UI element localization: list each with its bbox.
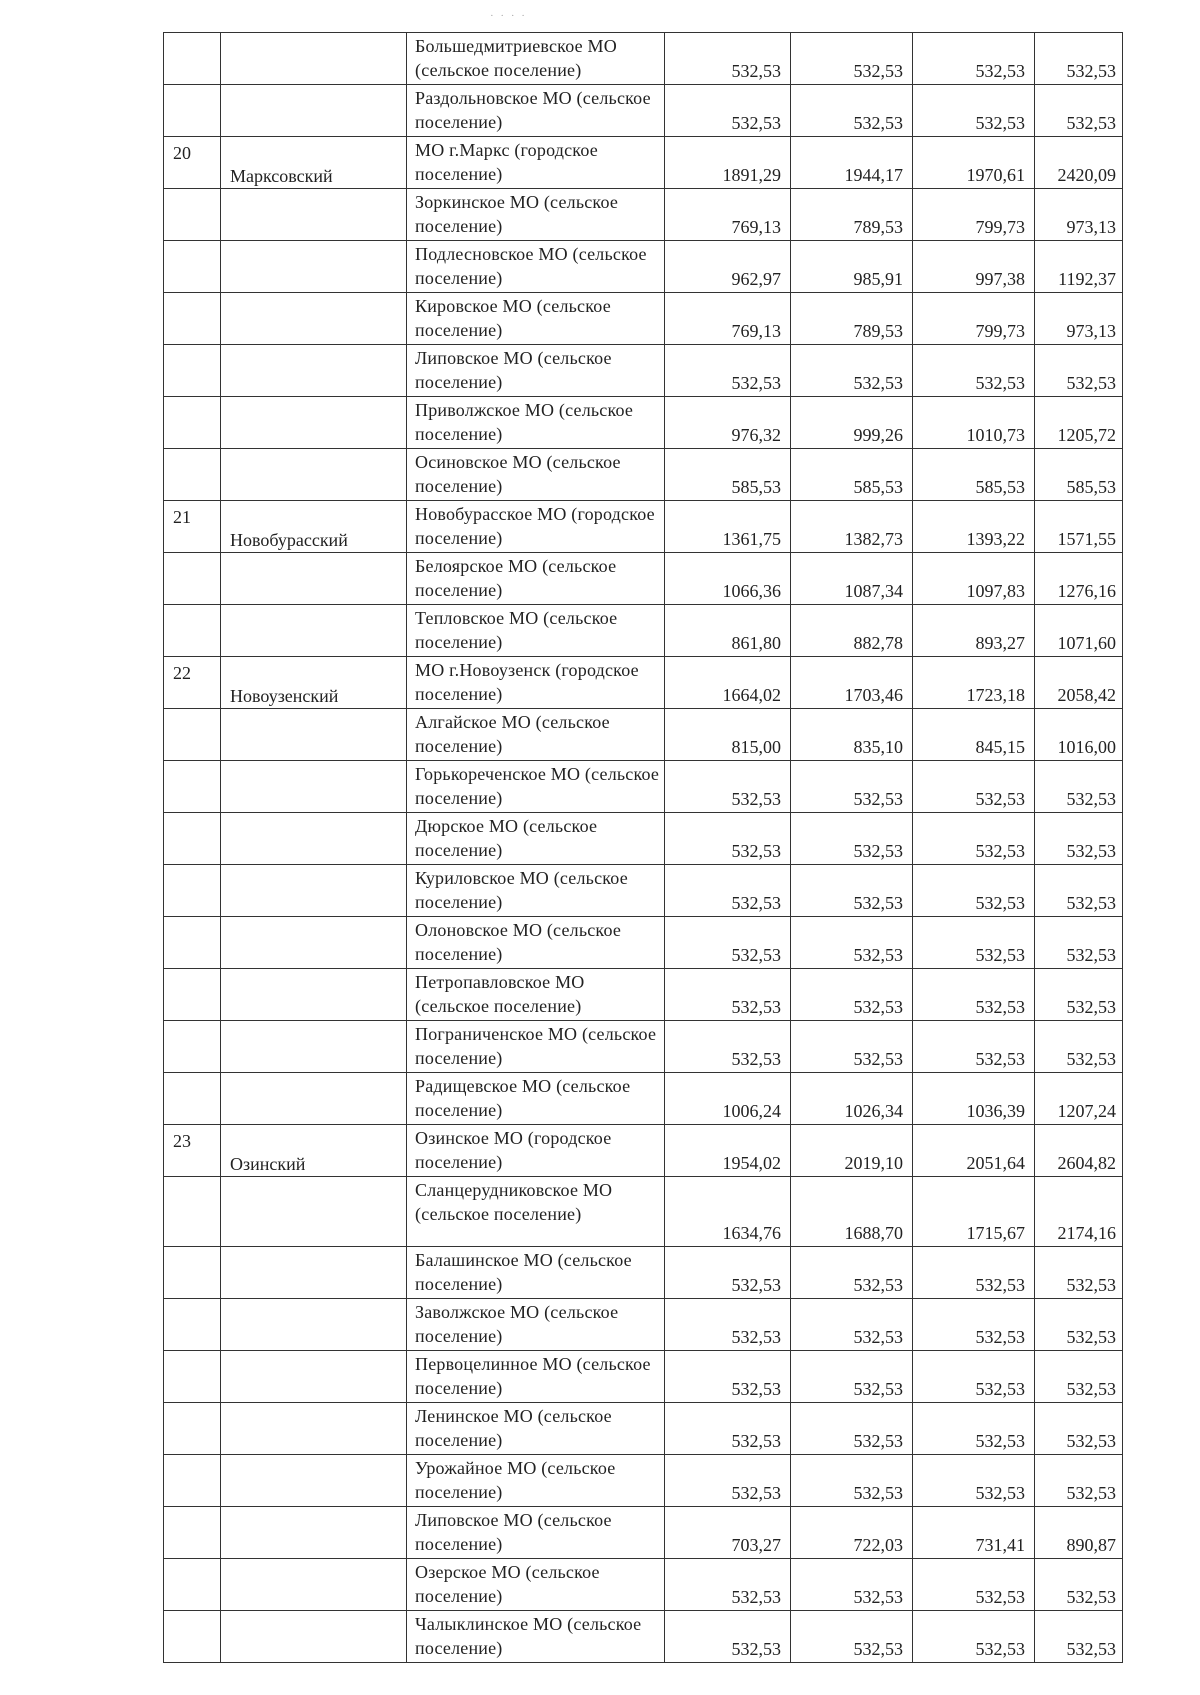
- district-name: [221, 709, 407, 761]
- value-1: 769,13: [665, 293, 791, 345]
- value-1: 532,53: [665, 917, 791, 969]
- value-4: 532,53: [1035, 865, 1123, 917]
- value-2: 722,03: [791, 1507, 913, 1559]
- value-1: 532,53: [665, 1299, 791, 1351]
- value-3: 532,53: [913, 1403, 1035, 1455]
- municipality-name: Раздольновское МО (сельское поселение): [407, 85, 665, 137]
- row-number: [164, 345, 221, 397]
- row-number: [164, 865, 221, 917]
- row-number: [164, 553, 221, 605]
- value-1: 532,53: [665, 1611, 791, 1663]
- district-name: [221, 1299, 407, 1351]
- value-2: 1703,46: [791, 657, 913, 709]
- table-row: [164, 1611, 1123, 1663]
- value-2: 532,53: [791, 345, 913, 397]
- district-name: [221, 189, 407, 241]
- value-2: 1944,17: [791, 137, 913, 189]
- value-4: 890,87: [1035, 1507, 1123, 1559]
- value-1: 703,27: [665, 1507, 791, 1559]
- value-1: 1891,29: [665, 137, 791, 189]
- table-row: [164, 1021, 1123, 1073]
- value-1: 1066,36: [665, 553, 791, 605]
- value-3: 532,53: [913, 813, 1035, 865]
- table-row: [164, 397, 1123, 449]
- value-3: 1723,18: [913, 657, 1035, 709]
- district-name: [221, 1021, 407, 1073]
- value-2: 585,53: [791, 449, 913, 501]
- district-name: [221, 1611, 407, 1663]
- value-4: 532,53: [1035, 969, 1123, 1021]
- value-4: 532,53: [1035, 813, 1123, 865]
- value-2: 532,53: [791, 1559, 913, 1611]
- table-row: [164, 1403, 1123, 1455]
- value-1: 532,53: [665, 1247, 791, 1299]
- value-1: 532,53: [665, 1559, 791, 1611]
- value-4: 532,53: [1035, 1559, 1123, 1611]
- value-4: 532,53: [1035, 1247, 1123, 1299]
- value-2: 789,53: [791, 293, 913, 345]
- municipality-name: Дюрское МО (сельское поселение): [407, 813, 665, 865]
- value-2: 1382,73: [791, 501, 913, 553]
- value-4: 2058,42: [1035, 657, 1123, 709]
- value-1: 1361,75: [665, 501, 791, 553]
- municipality-name: Зоркинское МО (сельское поселение): [407, 189, 665, 241]
- value-1: 532,53: [665, 1351, 791, 1403]
- table-row: [164, 969, 1123, 1021]
- municipality-name: Пограниченское МО (сельское поселение): [407, 1021, 665, 1073]
- row-number: [164, 241, 221, 293]
- value-4: 1192,37: [1035, 241, 1123, 293]
- value-4: 532,53: [1035, 345, 1123, 397]
- district-name: [221, 1507, 407, 1559]
- municipality-name: Заволжское МО (сельское поселение): [407, 1299, 665, 1351]
- district-name: [221, 293, 407, 345]
- municipality-name: Алгайское МО (сельское поселение): [407, 709, 665, 761]
- value-3: 532,53: [913, 1351, 1035, 1403]
- value-4: 1207,24: [1035, 1073, 1123, 1125]
- table-row: [164, 865, 1123, 917]
- value-1: 532,53: [665, 345, 791, 397]
- value-3: 532,53: [913, 33, 1035, 85]
- value-2: 1087,34: [791, 553, 913, 605]
- value-4: 1276,16: [1035, 553, 1123, 605]
- district-name: [221, 917, 407, 969]
- table-row: [164, 1125, 1123, 1177]
- row-number: [164, 293, 221, 345]
- row-number: [164, 1403, 221, 1455]
- table-row: [164, 553, 1123, 605]
- table-row: [164, 761, 1123, 813]
- table-row: [164, 1507, 1123, 1559]
- value-4: 532,53: [1035, 1299, 1123, 1351]
- value-2: 532,53: [791, 1455, 913, 1507]
- municipality-name: Петропавловское МО (сельское поселение): [407, 969, 665, 1021]
- table-row: [164, 1073, 1123, 1125]
- row-number: 22: [164, 657, 221, 709]
- value-2: 882,78: [791, 605, 913, 657]
- value-1: 769,13: [665, 189, 791, 241]
- value-3: 799,73: [913, 293, 1035, 345]
- value-3: 1393,22: [913, 501, 1035, 553]
- value-1: 962,97: [665, 241, 791, 293]
- row-number: 23: [164, 1125, 221, 1177]
- row-number: [164, 85, 221, 137]
- value-2: 1026,34: [791, 1073, 913, 1125]
- row-number: [164, 1299, 221, 1351]
- data-table: [163, 32, 1123, 1663]
- value-4: 532,53: [1035, 917, 1123, 969]
- district-name: [221, 1177, 407, 1247]
- value-2: 532,53: [791, 1403, 913, 1455]
- value-1: 976,32: [665, 397, 791, 449]
- value-1: 532,53: [665, 1455, 791, 1507]
- table-row: [164, 1455, 1123, 1507]
- value-2: 532,53: [791, 33, 913, 85]
- value-3: 1715,67: [913, 1177, 1035, 1247]
- table-row: [164, 293, 1123, 345]
- row-number: [164, 917, 221, 969]
- municipality-name: Тепловское МО (сельское поселение): [407, 605, 665, 657]
- table-row: [164, 449, 1123, 501]
- value-3: 799,73: [913, 189, 1035, 241]
- value-1: 532,53: [665, 85, 791, 137]
- header-mark: · · · ·: [490, 10, 527, 22]
- district-name: [221, 1559, 407, 1611]
- value-3: 532,53: [913, 85, 1035, 137]
- value-2: 532,53: [791, 1299, 913, 1351]
- municipality-name: Балашинское МО (сельское поселение): [407, 1247, 665, 1299]
- value-3: 532,53: [913, 761, 1035, 813]
- table-row: [164, 813, 1123, 865]
- value-2: 532,53: [791, 969, 913, 1021]
- value-2: 532,53: [791, 761, 913, 813]
- value-2: 532,53: [791, 85, 913, 137]
- value-1: 1664,02: [665, 657, 791, 709]
- district-name: [221, 865, 407, 917]
- value-1: 1634,76: [665, 1177, 791, 1247]
- table-row: [164, 501, 1123, 553]
- row-number: [164, 1455, 221, 1507]
- value-4: 532,53: [1035, 33, 1123, 85]
- value-3: 532,53: [913, 969, 1035, 1021]
- table-row: [164, 657, 1123, 709]
- municipality-name: Липовское МО (сельское поселение): [407, 345, 665, 397]
- value-4: 1205,72: [1035, 397, 1123, 449]
- value-3: 1010,73: [913, 397, 1035, 449]
- table-row: [164, 85, 1123, 137]
- value-4: 585,53: [1035, 449, 1123, 501]
- value-1: 1006,24: [665, 1073, 791, 1125]
- value-1: 532,53: [665, 1403, 791, 1455]
- district-name: [221, 1403, 407, 1455]
- value-3: 2051,64: [913, 1125, 1035, 1177]
- table-row: [164, 917, 1123, 969]
- municipality-name: Куриловское МО (сельское поселение): [407, 865, 665, 917]
- value-2: 532,53: [791, 917, 913, 969]
- district-name: [221, 969, 407, 1021]
- value-2: 2019,10: [791, 1125, 913, 1177]
- municipality-name: Чалыклинское МО (сельское поселение): [407, 1611, 665, 1663]
- value-4: 973,13: [1035, 189, 1123, 241]
- district-name: [221, 1247, 407, 1299]
- row-number: [164, 761, 221, 813]
- value-4: 532,53: [1035, 1455, 1123, 1507]
- table-body: [164, 33, 1123, 1663]
- value-4: 2174,16: [1035, 1177, 1123, 1247]
- value-2: 835,10: [791, 709, 913, 761]
- value-3: 997,38: [913, 241, 1035, 293]
- row-number: [164, 449, 221, 501]
- municipality-name: Кировское МО (сельское поселение): [407, 293, 665, 345]
- value-4: 2604,82: [1035, 1125, 1123, 1177]
- value-3: 585,53: [913, 449, 1035, 501]
- table-row: [164, 1177, 1123, 1247]
- value-2: 532,53: [791, 1611, 913, 1663]
- municipality-name: Белоярское МО (сельское поселение): [407, 553, 665, 605]
- value-2: 789,53: [791, 189, 913, 241]
- value-2: 532,53: [791, 1247, 913, 1299]
- row-number: [164, 1073, 221, 1125]
- municipality-name: Приволжское МО (сельское поселение): [407, 397, 665, 449]
- district-name: [221, 605, 407, 657]
- value-2: 532,53: [791, 813, 913, 865]
- value-2: 1688,70: [791, 1177, 913, 1247]
- district-name: [221, 1455, 407, 1507]
- row-number: [164, 969, 221, 1021]
- row-number: [164, 709, 221, 761]
- value-4: 1071,60: [1035, 605, 1123, 657]
- table-row: [164, 33, 1123, 85]
- value-3: 532,53: [913, 345, 1035, 397]
- row-number: [164, 189, 221, 241]
- value-3: 893,27: [913, 605, 1035, 657]
- row-number: [164, 1351, 221, 1403]
- municipality-name: МО г.Новоузенск (городское поселение): [407, 657, 665, 709]
- district-name: [221, 813, 407, 865]
- value-3: 1036,39: [913, 1073, 1035, 1125]
- value-1: 585,53: [665, 449, 791, 501]
- value-4: 973,13: [1035, 293, 1123, 345]
- municipality-name: Первоцелинное МО (сельское поселение): [407, 1351, 665, 1403]
- value-2: 532,53: [791, 1021, 913, 1073]
- municipality-name: Подлесновское МО (сельское поселение): [407, 241, 665, 293]
- value-4: 1571,55: [1035, 501, 1123, 553]
- value-1: 532,53: [665, 761, 791, 813]
- value-1: 1954,02: [665, 1125, 791, 1177]
- row-number: [164, 1611, 221, 1663]
- row-number: [164, 1559, 221, 1611]
- value-4: 1016,00: [1035, 709, 1123, 761]
- table-row: [164, 137, 1123, 189]
- value-3: 731,41: [913, 1507, 1035, 1559]
- table-row: [164, 1559, 1123, 1611]
- district-name: [221, 33, 407, 85]
- value-3: 532,53: [913, 1299, 1035, 1351]
- municipality-name: Новобурасское МО (городское поселение): [407, 501, 665, 553]
- value-2: 532,53: [791, 865, 913, 917]
- district-name: [221, 761, 407, 813]
- value-4: 532,53: [1035, 1021, 1123, 1073]
- row-number: [164, 813, 221, 865]
- value-1: 815,00: [665, 709, 791, 761]
- value-3: 532,53: [913, 865, 1035, 917]
- municipality-name: Урожайное МО (сельское поселение): [407, 1455, 665, 1507]
- municipality-name: Осиновское МО (сельское поселение): [407, 449, 665, 501]
- row-number: 21: [164, 501, 221, 553]
- municipality-name: Озерское МО (сельское поселение): [407, 1559, 665, 1611]
- municipality-name: Липовское МО (сельское поселение): [407, 1507, 665, 1559]
- value-1: 532,53: [665, 1021, 791, 1073]
- district-name: [221, 449, 407, 501]
- municipality-name: МО г.Маркс (городское поселение): [407, 137, 665, 189]
- district-name: [221, 553, 407, 605]
- district-name: Новобурасский: [221, 501, 407, 553]
- row-number: [164, 605, 221, 657]
- municipality-name: Радищевское МО (сельское поселение): [407, 1073, 665, 1125]
- row-number: [164, 1507, 221, 1559]
- row-number: 20: [164, 137, 221, 189]
- value-3: 1970,61: [913, 137, 1035, 189]
- row-number: [164, 1247, 221, 1299]
- value-1: 532,53: [665, 969, 791, 1021]
- table-row: [164, 1247, 1123, 1299]
- value-4: 532,53: [1035, 761, 1123, 813]
- table-row: [164, 1299, 1123, 1351]
- value-4: 532,53: [1035, 1403, 1123, 1455]
- value-4: 532,53: [1035, 1351, 1123, 1403]
- value-3: 1097,83: [913, 553, 1035, 605]
- row-number: [164, 1021, 221, 1073]
- value-1: 532,53: [665, 813, 791, 865]
- municipality-name: Озинское МО (городское поселение): [407, 1125, 665, 1177]
- district-name: [221, 241, 407, 293]
- value-3: 532,53: [913, 1611, 1035, 1663]
- table-row: [164, 1351, 1123, 1403]
- table-row: [164, 189, 1123, 241]
- value-3: 532,53: [913, 1455, 1035, 1507]
- table-row: [164, 241, 1123, 293]
- value-4: 532,53: [1035, 85, 1123, 137]
- row-number: [164, 1177, 221, 1247]
- value-3: 845,15: [913, 709, 1035, 761]
- municipality-name: Большедмитриевское МО (сельское поселение): [407, 33, 665, 85]
- table-row: [164, 605, 1123, 657]
- value-3: 532,53: [913, 1247, 1035, 1299]
- value-2: 532,53: [791, 1351, 913, 1403]
- table-row: [164, 345, 1123, 397]
- value-1: 861,80: [665, 605, 791, 657]
- value-3: 532,53: [913, 1559, 1035, 1611]
- municipality-name: Сланцерудниковское МО (сельское поселение): [407, 1177, 665, 1247]
- value-2: 985,91: [791, 241, 913, 293]
- table-row: [164, 709, 1123, 761]
- district-name: [221, 397, 407, 449]
- district-name: Марксовский: [221, 137, 407, 189]
- row-number: [164, 33, 221, 85]
- district-name: Новоузенский: [221, 657, 407, 709]
- value-4: 2420,09: [1035, 137, 1123, 189]
- value-3: 532,53: [913, 1021, 1035, 1073]
- district-name: [221, 345, 407, 397]
- municipality-name: Горькореченское МО (сельское поселение): [407, 761, 665, 813]
- district-name: [221, 1351, 407, 1403]
- row-number: [164, 397, 221, 449]
- value-1: 532,53: [665, 33, 791, 85]
- value-1: 532,53: [665, 865, 791, 917]
- value-4: 532,53: [1035, 1611, 1123, 1663]
- value-3: 532,53: [913, 917, 1035, 969]
- district-name: [221, 1073, 407, 1125]
- municipality-name: Олоновское МО (сельское поселение): [407, 917, 665, 969]
- value-2: 999,26: [791, 397, 913, 449]
- district-name: [221, 85, 407, 137]
- district-name: Озинский: [221, 1125, 407, 1177]
- municipality-name: Ленинское МО (сельское поселение): [407, 1403, 665, 1455]
